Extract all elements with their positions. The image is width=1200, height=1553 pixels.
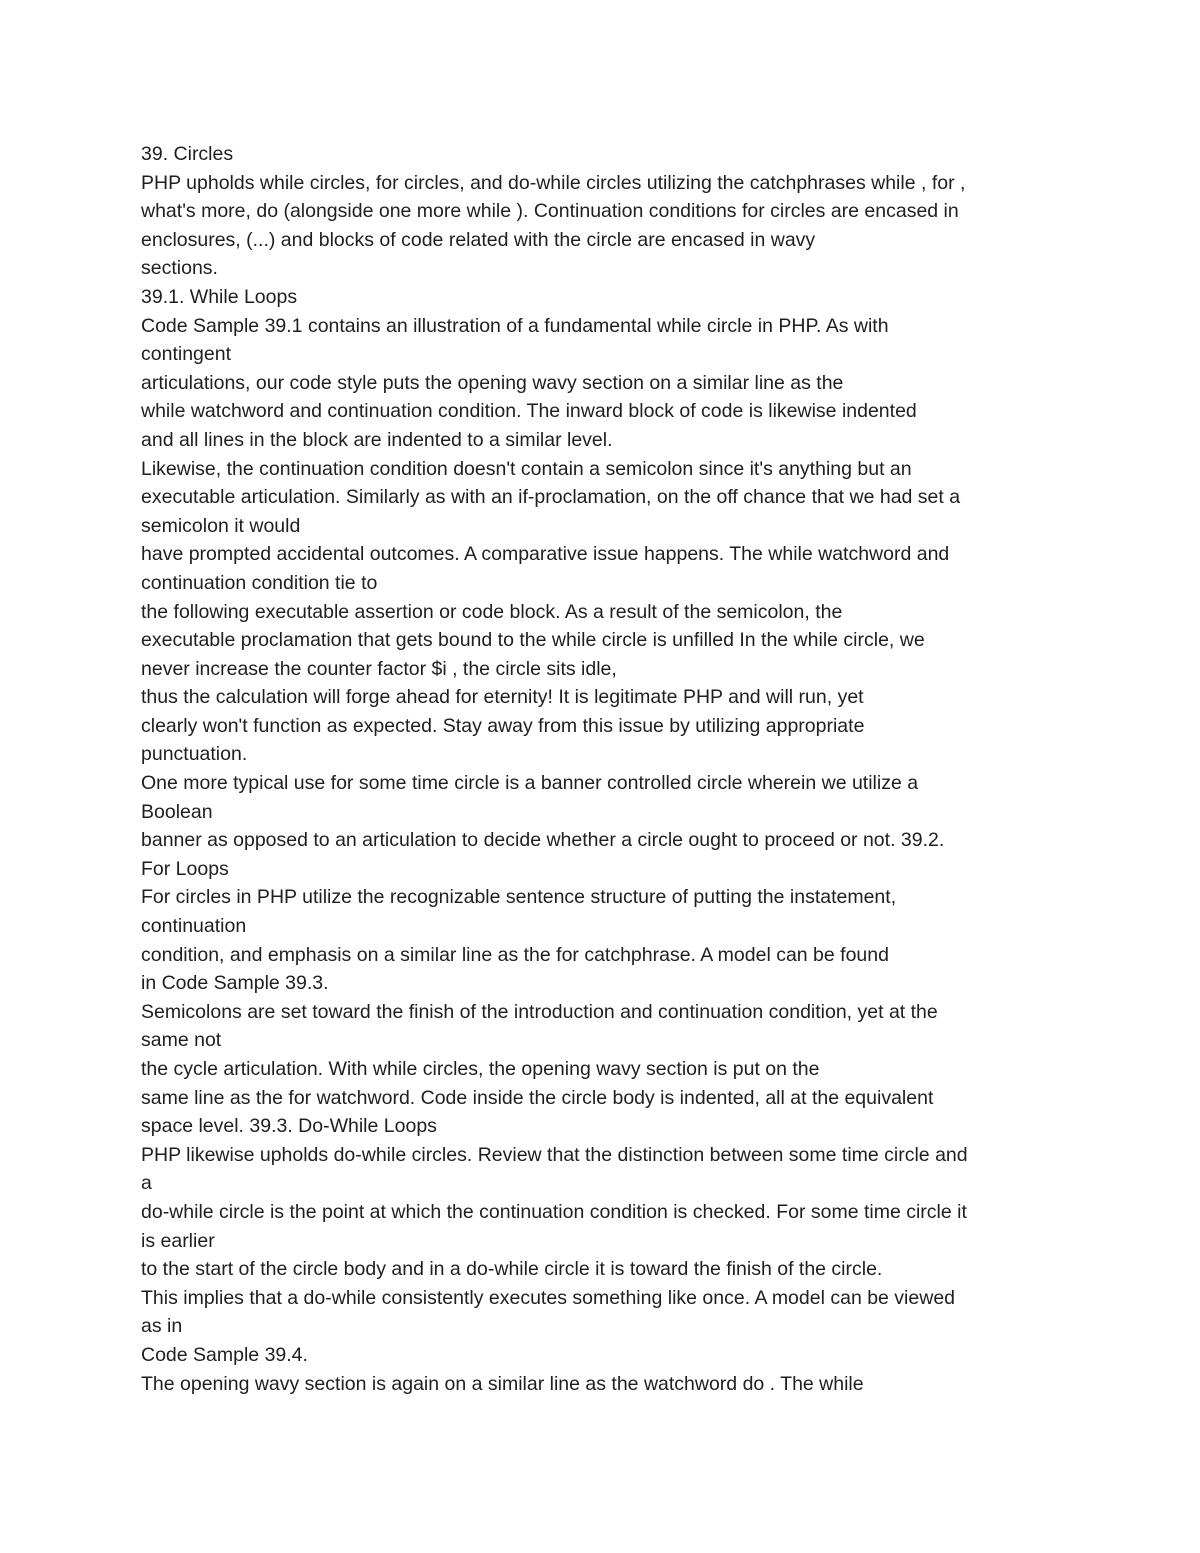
text-line: clearly won't function as expected. Stay away from this issue by utilizing appropriate bbox=[141, 714, 865, 737]
text-line: Code Sample 39.1 contains an illustration of a fundamental while circle in PHP. As with bbox=[141, 314, 889, 337]
text-line: Semicolons are set toward the finish of the introduction and continuation condition, yet at the bbox=[141, 1000, 938, 1023]
text-line: For circles in PHP utilize the recognizable sentence structure of putting the instatement, bbox=[141, 886, 897, 909]
text-line: same not bbox=[141, 1029, 222, 1052]
text-line: One more typical use for some time circle is a banner controlled circle wherein we utilize a bbox=[141, 772, 919, 795]
text-line: Code Sample 39.4. bbox=[141, 1343, 308, 1366]
text-line: contingent bbox=[141, 343, 231, 366]
text-line: sections. bbox=[141, 257, 218, 280]
text-line: executable proclamation that gets bound to the while circle is unfilled In the while circle, we bbox=[141, 629, 925, 652]
text-line: as in bbox=[141, 1315, 183, 1338]
text-line: executable articulation. Similarly as with an if-proclamation, on the off chance that we had set a bbox=[141, 486, 961, 509]
text-line: have prompted accidental outcomes. A comparative issue happens. The while watchword and bbox=[141, 543, 950, 566]
text-line: and all lines in the block are indented to a similar level. bbox=[141, 428, 613, 451]
heading-circles: 39. Circles bbox=[141, 143, 234, 165]
text-line: continuation condition tie to bbox=[141, 571, 378, 594]
text-line: is earlier bbox=[141, 1229, 215, 1252]
text-line: Likewise, the continuation condition doesn't contain a semicolon since it's anything but an bbox=[141, 457, 912, 480]
heading-for-loops: For Loops bbox=[141, 857, 229, 880]
text-line: The opening wavy section is again on a similar line as the watchword do . The while bbox=[141, 1372, 864, 1395]
text-line: banner as opposed to an articulation to decide whether a circle ought to proceed or not. 39.2. bbox=[141, 829, 945, 852]
document-body bbox=[141, 140, 1071, 1398]
text-line: do-while circle is the point at which the continuation condition is checked. For some time circle it bbox=[141, 1200, 967, 1223]
text-line: thus the calculation will forge ahead for eternity! It is legitimate PHP and will run, yet bbox=[141, 686, 864, 709]
text-line: the following executable assertion or code block. As a result of the semicolon, the bbox=[141, 600, 843, 623]
text-line: articulations, our code style puts the opening wavy section on a similar line as the bbox=[141, 371, 844, 394]
text-line: space level. 39.3. Do-While Loops bbox=[141, 1115, 437, 1138]
text-line: PHP likewise upholds do-while circles. Review that the distinction between some time circle and bbox=[141, 1143, 968, 1166]
text-line: semicolon it would bbox=[141, 514, 301, 537]
text-line: the cycle articulation. With while circles, the opening wavy section is put on the bbox=[141, 1058, 820, 1080]
text-line: in Code Sample 39.3. bbox=[141, 972, 329, 995]
text-line: while watchword and continuation condition. The inward block of code is likewise indented bbox=[141, 400, 917, 423]
text-line: Boolean bbox=[141, 800, 213, 823]
text-line: same line as the for watchword. Code inside the circle body is indented, all at the equivalent bbox=[141, 1086, 934, 1109]
text-line: PHP upholds while circles, for circles, and do-while circles utilizing the catchphrases while , for , bbox=[141, 171, 966, 194]
text-line: This implies that a do-while consistently executes something like once. A model can be viewed bbox=[141, 1286, 956, 1309]
text-line: condition, and emphasis on a similar line as the for catchphrase. A model can be found bbox=[141, 943, 889, 966]
text-line: never increase the counter factor $i , the circle sits idle, bbox=[141, 657, 617, 680]
text-line: enclosures, (...) and blocks of code related with the circle are encased in wavy bbox=[141, 228, 816, 251]
text-line: to the start of the circle body and in a do-while circle it is toward the finish of the circle. bbox=[141, 1258, 883, 1281]
text-line: continuation bbox=[141, 915, 247, 938]
text-line: a bbox=[141, 1172, 152, 1195]
text-line: what's more, do (alongside one more while ). Continuation conditions for circles are encased in bbox=[141, 200, 959, 223]
text-line: punctuation. bbox=[141, 743, 248, 766]
heading-while-loops: 39.1. While Loops bbox=[141, 285, 298, 308]
